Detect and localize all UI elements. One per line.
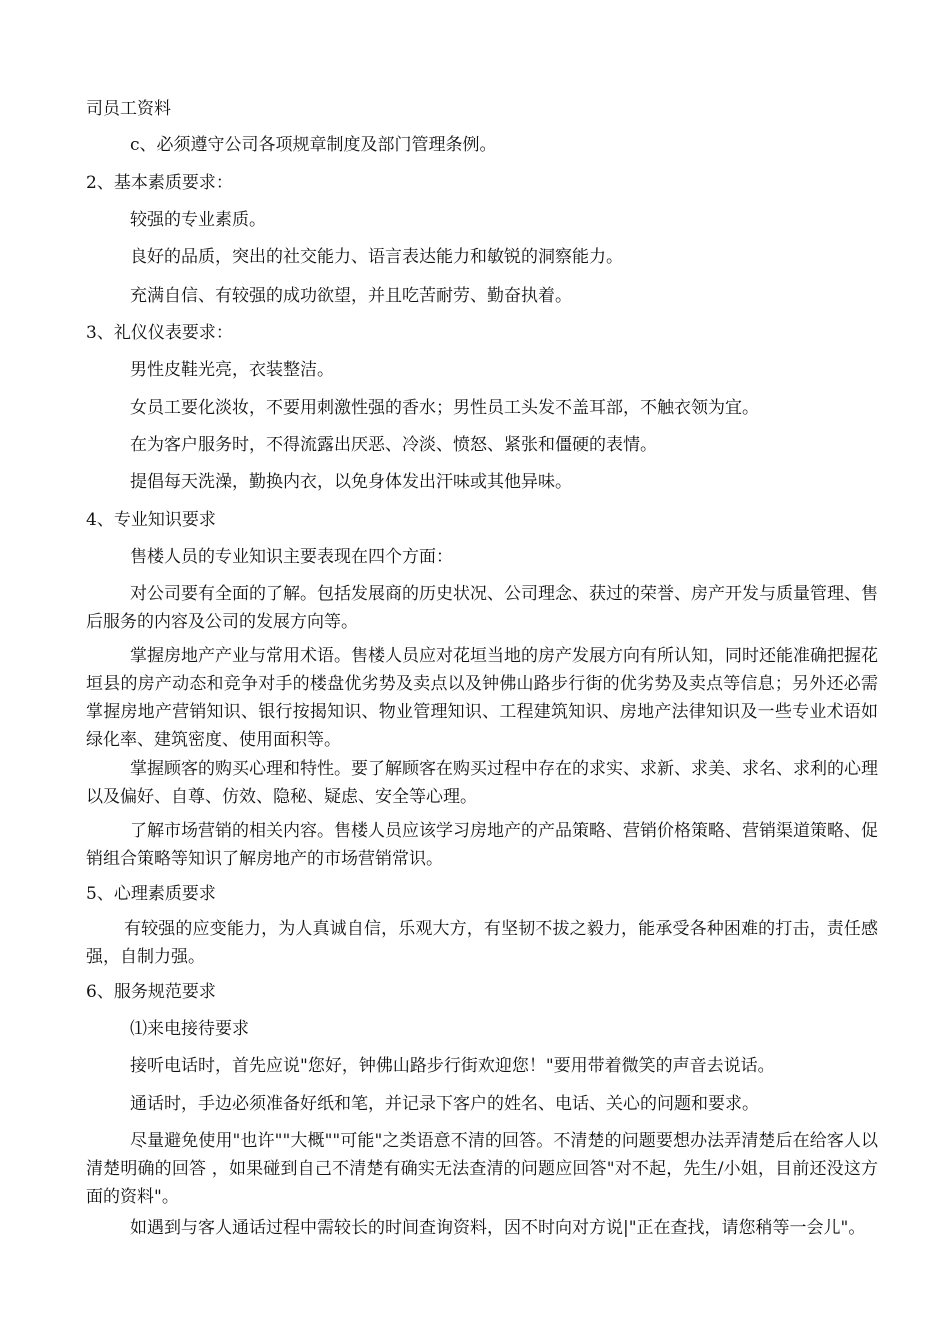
paragraph-company-knowledge: 对公司要有全面的了解。包括发展商的历史状况、公司理念、获过的荣誉、房产开发与质量管理、售后服务的内容及公司的发展方向等。 (86, 584, 878, 632)
list-item: 充满自信、有较强的成功欲望，并且吃苦耐劳、勤奋执着。 (130, 286, 572, 306)
list-item: 女员工要化淡妆，不要用刺激性强的香水；男性员工头发不盖耳部，不触衣领为宜。 (130, 398, 759, 418)
list-item: 售楼人员的专业知识主要表现在四个方面： (130, 547, 453, 567)
list-item: 通话时，手边必须准备好纸和笔，并记录下客户的姓名、电话、关心的问题和要求。 (130, 1094, 759, 1114)
section-heading-2: 2、基本素质要求： (86, 173, 233, 193)
paragraph-marketing-knowledge: 了解市场营销的相关内容。售楼人员应该学习房地产的产品策略、营销价格策略、营销渠道策略、促销组合策略等知识了解房地产的市场营销常识。 (86, 821, 878, 869)
list-item: 较强的专业素质。 (130, 210, 266, 230)
list-item: 在为客户服务时，不得流露出厌恶、冷淡、愤怒、紧张和僵硬的表情。 (130, 435, 657, 455)
section-heading-6: 6、服务规范要求 (86, 982, 216, 1002)
subsection-heading-phone: ⑴来电接待要求 (130, 1019, 249, 1039)
paragraph-psychological-quality: 有较强的应变能力，为人真诚自信，乐观大方，有坚韧不拔之毅力，能承受各种困难的打击，责任感强，自制力强。 (86, 919, 878, 967)
paragraph-real-estate-terms: 掌握房地产产业与常用术语。售楼人员应对花垣当地的房产发展方向有所认知，同时还能准确把握花垣县的房产动态和竞争对手的楼盘优劣势及卖点以及钟佛山路步行街的优劣势及卖点等信息；另外还必需掌握房地产营销知识、银行按揭知识、物业管理知识、工程建筑知识、房地产法律知识及一些专业术语如绿化率、建筑密度、使用面积等。 (86, 646, 878, 750)
paragraph-customer-psychology: 掌握顾客的购买心理和特性。要了解顾客在购买过程中存在的求实、求新、求美、求名、求利的心理以及偏好、自尊、仿效、隐秘、疑虑、安全等心理。 (86, 759, 878, 807)
list-item: 接听电话时，首先应说"您好，钟佛山路步行街欢迎您！"要用带着微笑的声音去说话。 (130, 1056, 775, 1076)
list-item: 良好的品质，突出的社交能力、语言表达能力和敏锐的洞察能力。 (130, 247, 623, 267)
section-heading-5: 5、心理素质要求 (86, 884, 216, 904)
paragraph-lookup-wait: 如遇到与客人通话过程中需较长的时间查询资料，因不时向对方说|"正在查找，请您稍等一会儿"。 (130, 1218, 866, 1238)
paragraph-avoid-vague: 尽量避免使用"也许""大概""可能"之类语意不清的回答。不清楚的问题要想办法弄清楚后在给客人以清楚明确的回答 ，如果碰到自己不清楚有确实无法查清的问题应回答"对不起，先生/小姐，目前还没这方面的资料"。 (86, 1131, 878, 1207)
paragraph-continuation: 司员工资料 (86, 99, 171, 119)
section-heading-3: 3、礼仪仪表要求： (86, 323, 233, 343)
list-item: 男性皮鞋光亮，衣装整洁。 (130, 360, 334, 380)
list-item: 提倡每天洗澡，勤换内衣，以免身体发出汗味或其他异味。 (130, 472, 572, 492)
section-heading-4: 4、专业知识要求 (86, 510, 216, 530)
rule-item-c: c、必须遵守公司各项规章制度及部门管理条例。 (130, 135, 497, 155)
